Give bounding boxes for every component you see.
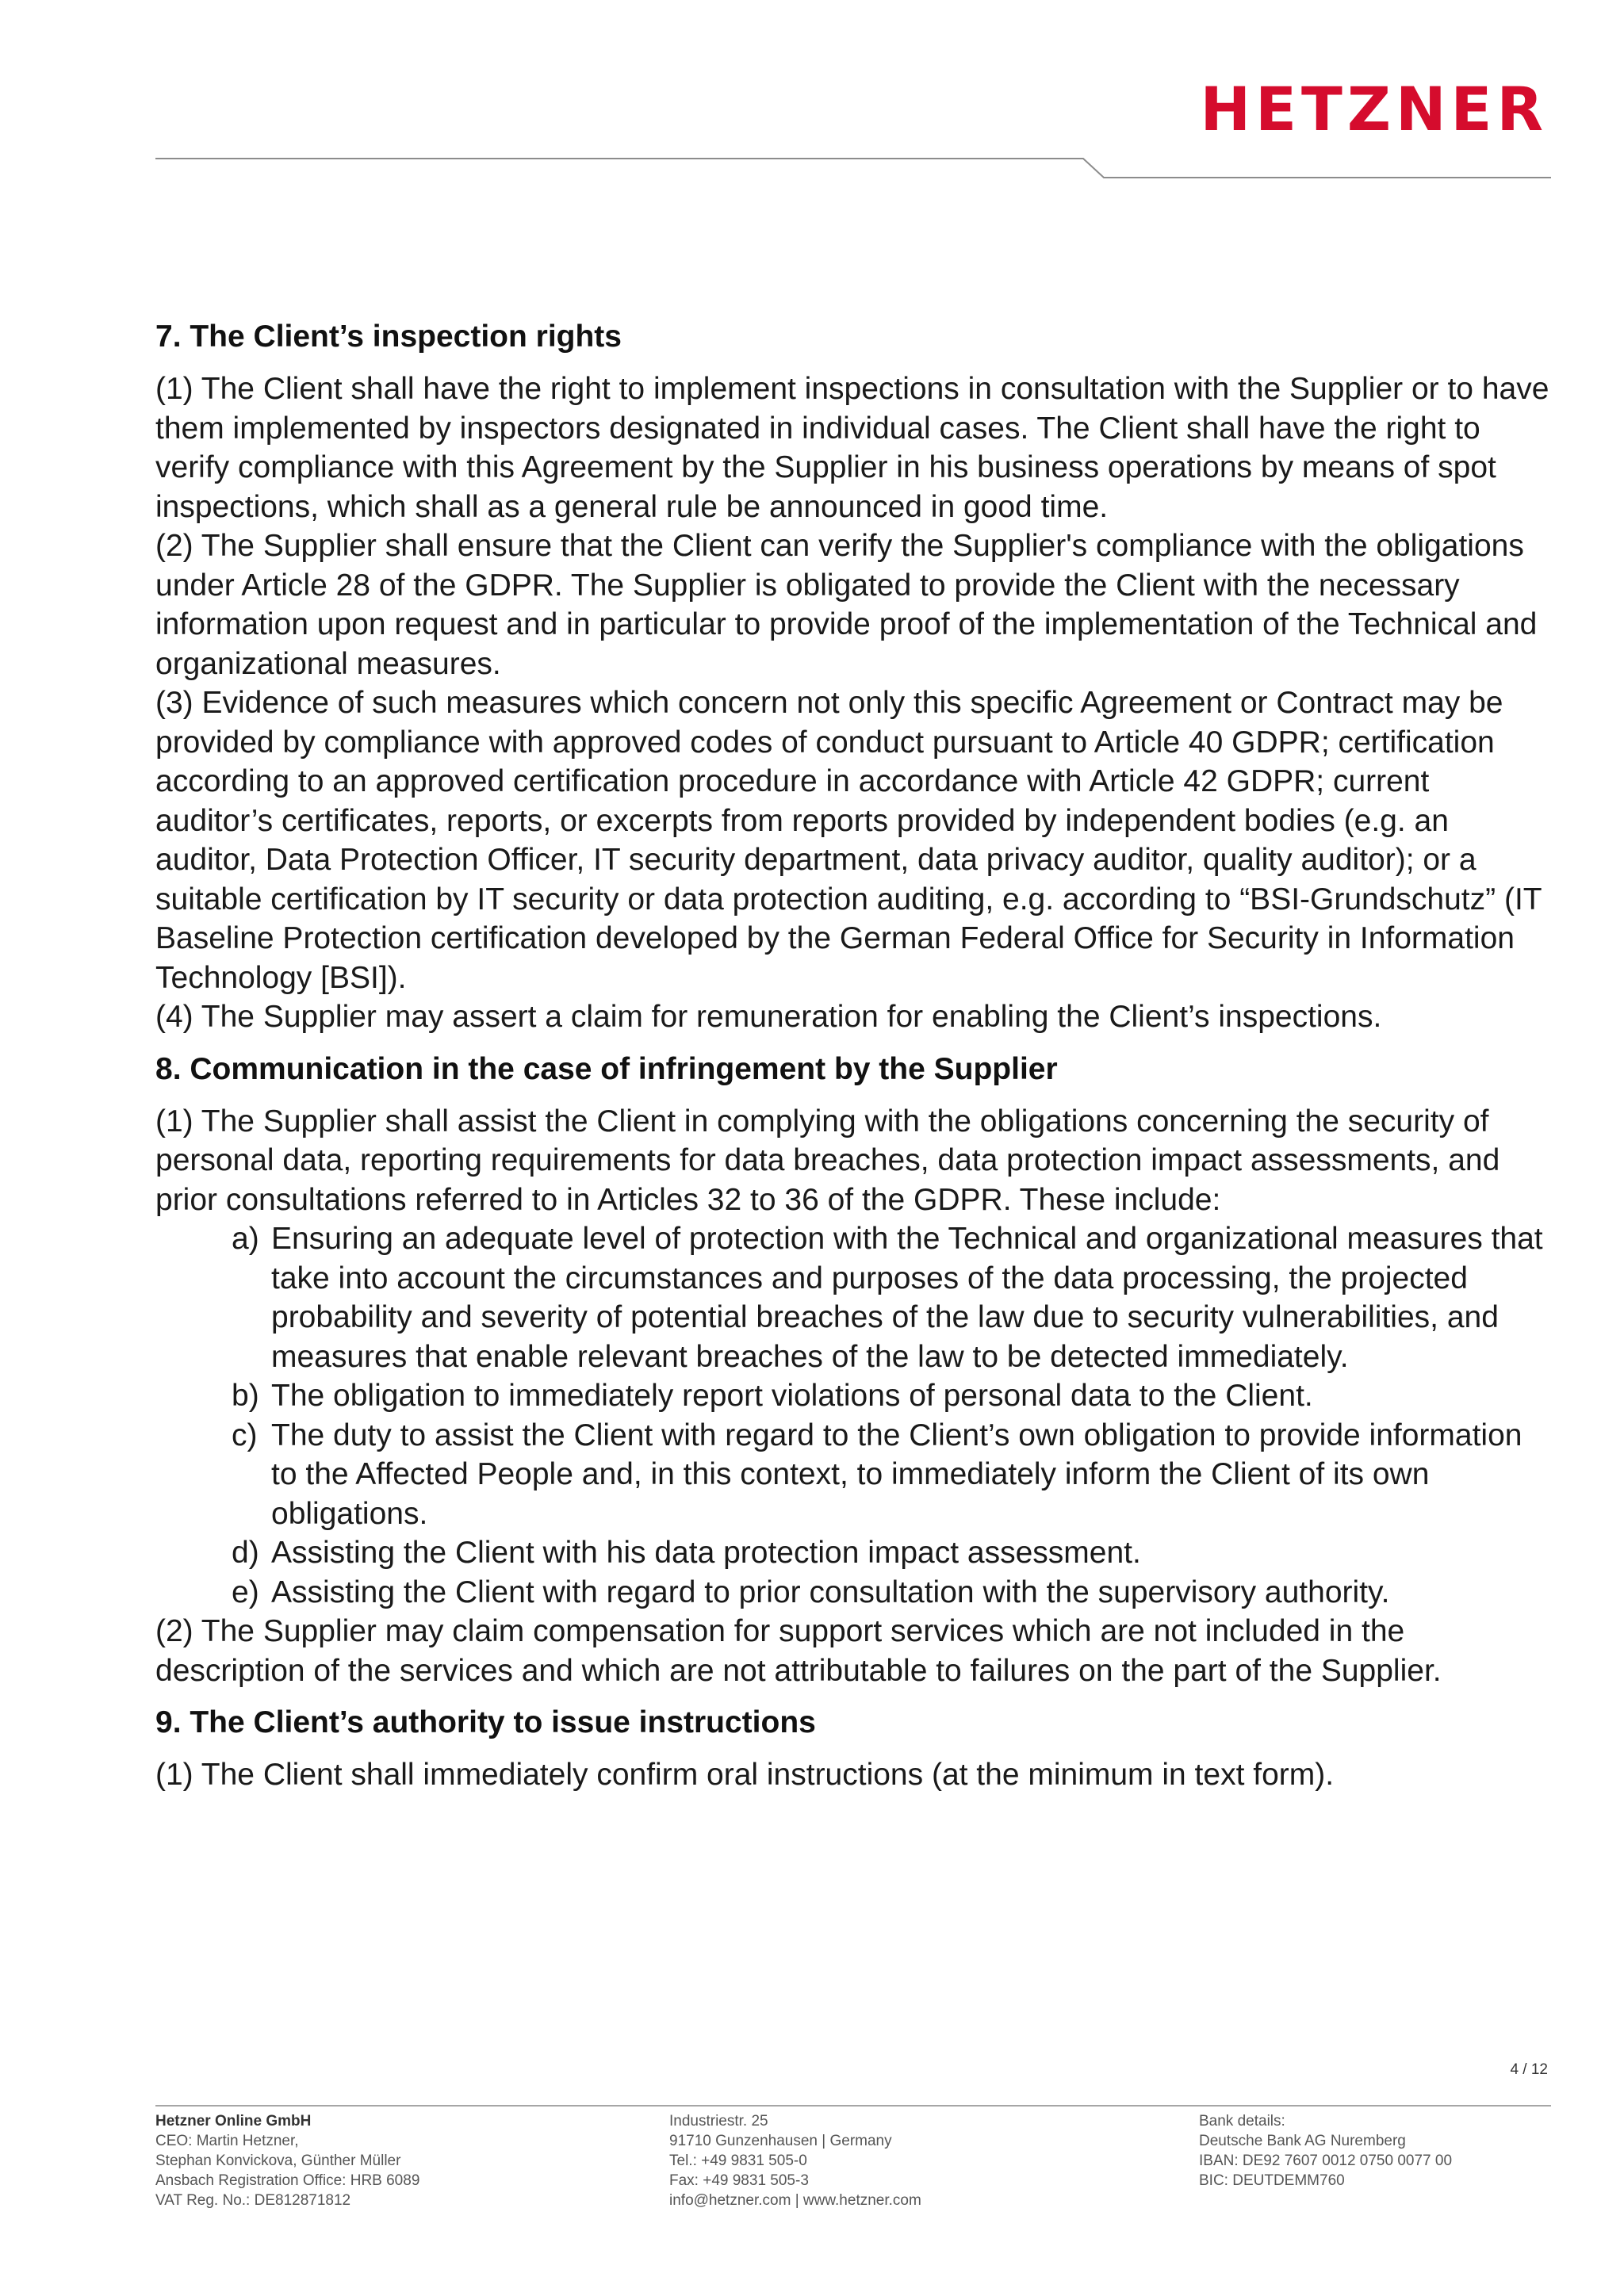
section-8: [155, 1050, 1551, 1691]
header-divider: [155, 154, 1551, 186]
list-marker: b): [232, 1379, 259, 1413]
list-item-text: Ensuring an adequate level of protection with the Technical and organizational measures that take into account the circumstances and purposes of the data processing, the projected probability and severity of potential breaches of the law due to security vulnerabilities, and measures that enable relevant breaches of the law to be detected immediately.: [271, 1222, 1543, 1374]
obligations-list: [155, 1219, 1551, 1612]
footer-line: CEO: Martin Hetzner,: [155, 2133, 299, 2149]
list-item: [155, 1416, 1551, 1534]
list-marker: e): [232, 1575, 259, 1609]
list-item: [155, 1573, 1551, 1613]
footer-bank-column: [1199, 2111, 1452, 2191]
document-body: [155, 317, 1551, 1795]
section-9: [155, 1703, 1551, 1795]
paragraph: (4) The Supplier may assert a claim for remuneration for enabling the Client’s inspections.: [155, 1000, 1382, 1034]
footer-line: Industriestr. 25: [669, 2113, 768, 2130]
list-item: [155, 1533, 1551, 1573]
footer-line: VAT Reg. No.: DE812871812: [155, 2192, 351, 2209]
paragraph: (1) The Client shall have the right to implement inspections in consultation with the Supplier or to have them implemented by inspectors designated in individual cases. The Client shall have the right to verify compliance with this Agreement by the Supplier in his business operations by means of spot inspections, which shall as a general rule be announced in good time.: [155, 372, 1549, 524]
hetzner-logo: HETZNER: [1200, 74, 1548, 144]
footer-line: Tel.: +49 9831 505-0: [669, 2152, 807, 2169]
paragraph: (2) The Supplier shall ensure that the Client can verify the Supplier's compliance with the obligations under Article 28 of the GDPR. The Supplier is obligated to provide the Client with the necessary information upon request and in particular to provide proof of the implementation of the Technical and organizational measures.: [155, 529, 1538, 681]
list-marker: a): [232, 1222, 259, 1256]
footer-line: Fax: +49 9831 505-3: [669, 2172, 809, 2189]
company-name: Hetzner Online GmbH: [155, 2113, 312, 2130]
paragraph: (1) The Client shall immediately confirm oral instructions (at the minimum in text form).: [155, 1758, 1335, 1792]
list-marker: d): [232, 1536, 259, 1570]
page-number: 4 / 12: [1510, 2061, 1548, 2078]
footer-address-column: [669, 2111, 921, 2210]
section-heading: 8. Communication in the case of infringement by the Supplier: [155, 1051, 1058, 1086]
footer-line: Ansbach Registration Office: HRB 6089: [155, 2172, 420, 2189]
footer-line: Deutsche Bank AG Nuremberg: [1199, 2133, 1406, 2149]
section-heading: 9. The Client’s authority to issue instructions: [155, 1705, 816, 1739]
footer-line: BIC: DEUTDEMM760: [1199, 2172, 1345, 2189]
paragraph: (3) Evidence of such measures which concern not only this specific Agreement or Contract may be provided by compliance with approved codes of conduct pursuant to Article 40 GDPR; certification according to an approved certification procedure in accordance with Article 42 GDPR; current auditor’s certificates, reports, or excerpts from reports provided by independent bodies (e.g. an auditor, Data Protection Officer, IT security department, data privacy auditor, quality auditor); or a suitable certification by IT security or data protection auditing, e.g. according to “BSI-Grundschutz” (IT Baseline Protection certification developed by the German Federal Office for Security in Information Technology [BSI]).: [155, 686, 1542, 995]
footer-line: IBAN: DE92 7607 0012 0750 0077 00: [1199, 2152, 1453, 2169]
list-item-text: Assisting the Client with regard to prior consultation with the supervisory authority.: [271, 1575, 1390, 1609]
footer-line: 91710 Gunzenhausen | Germany: [669, 2133, 892, 2149]
list-item-text: The obligation to immediately report violations of personal data to the Client.: [271, 1379, 1313, 1413]
list-item: [155, 1376, 1551, 1416]
section-7: [155, 317, 1551, 1037]
section-heading: 7. The Client’s inspection rights: [155, 320, 622, 354]
list-item-text: Assisting the Client with his data protection impact assessment.: [271, 1536, 1141, 1570]
list-item-text: The duty to assist the Client with regard to the Client’s own obligation to provide information to the Affected People and, in this context, to immediately inform the Client of its own obligations.: [271, 1418, 1522, 1531]
list-marker: c): [232, 1418, 258, 1452]
paragraph: (2) The Supplier may claim compensation for support services which are not included in the description of the services and which are not attributable to failures on the part of the Supplier.: [155, 1614, 1442, 1688]
paragraph: (1) The Supplier shall assist the Client in complying with the obligations concerning the security of personal data, reporting requirements for data breaches, data protection impact assessments, and prior consultations referred to in Articles 32 to 36 of the GDPR. These include:: [155, 1104, 1500, 1217]
footer-line: Stephan Konvickova, Günther Müller: [155, 2152, 401, 2169]
footer-company-column: [155, 2111, 419, 2210]
list-item: [155, 1219, 1551, 1376]
footer-contact-line[interactable]: info@hetzner.com | www.hetzner.com: [669, 2192, 921, 2209]
footer-divider: [155, 2105, 1551, 2107]
footer-line: Bank details:: [1199, 2113, 1285, 2130]
